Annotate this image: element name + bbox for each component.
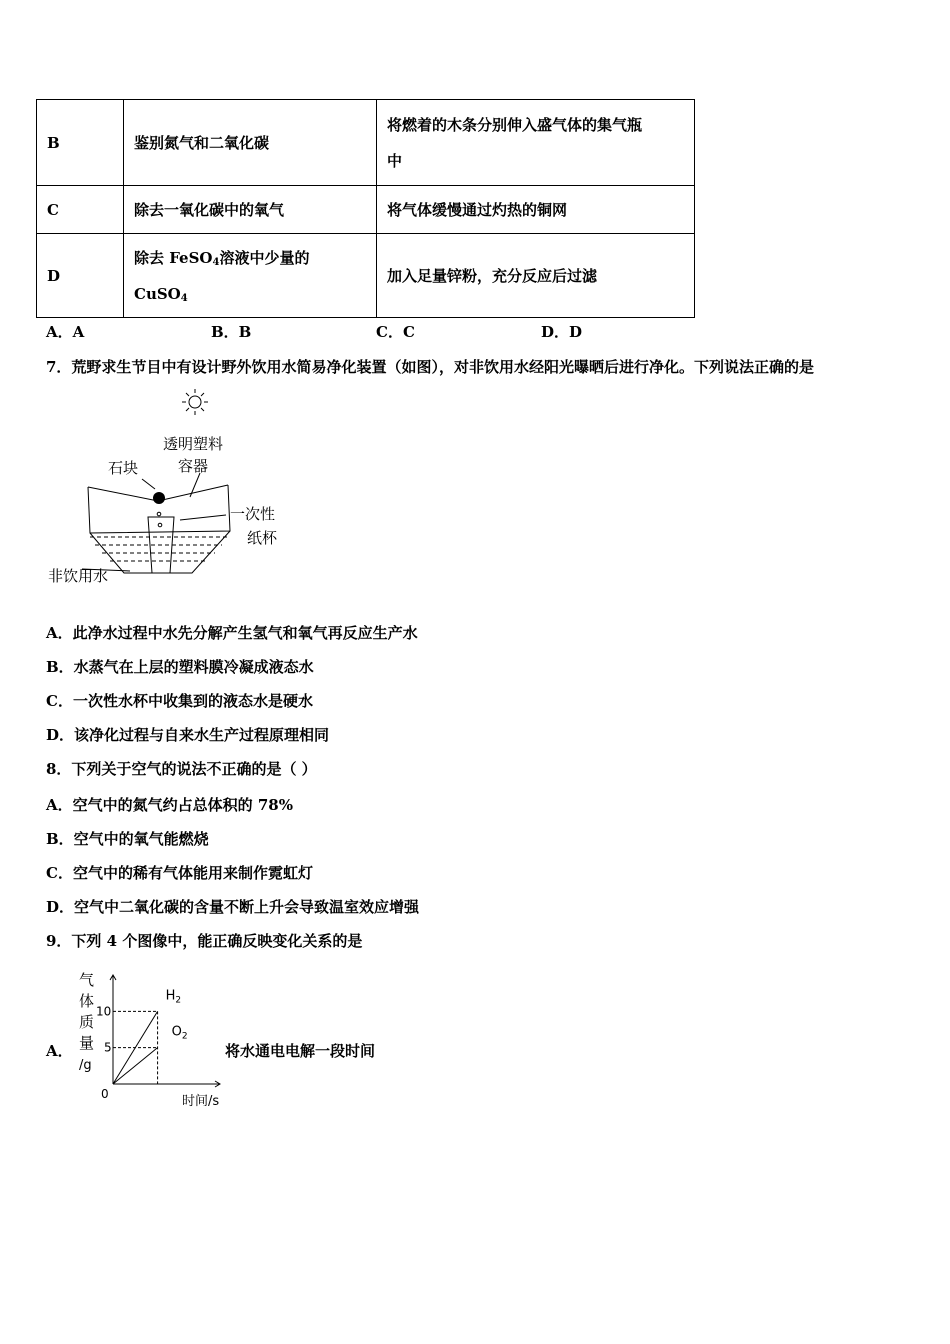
container-shape bbox=[82, 473, 230, 573]
row-letter: D bbox=[37, 234, 124, 318]
q7-option-d: D．该净化过程与自来水生产过程原理相同 bbox=[46, 726, 330, 744]
row-method bbox=[377, 100, 695, 186]
method-line: 中 bbox=[387, 151, 403, 170]
ylabel-char: 体 bbox=[79, 992, 95, 1010]
stone-shape bbox=[153, 492, 165, 504]
label-stone: 石块 bbox=[108, 459, 139, 477]
sun-icon bbox=[182, 389, 208, 415]
ytick-label: 5 bbox=[104, 1040, 112, 1055]
q9-option-a-label: A． bbox=[46, 1042, 73, 1060]
purifier-figure bbox=[40, 385, 300, 590]
table-row bbox=[37, 100, 695, 186]
q8-option-d: D．空气中二氧化碳的含量不断上升会导致温室效应增强 bbox=[46, 898, 420, 916]
purpose-line bbox=[134, 276, 366, 312]
row-purpose: 除去一氧化碳中的氧气 bbox=[124, 186, 377, 234]
series-line-o2 bbox=[113, 1048, 158, 1084]
ylabel-char: 量 bbox=[79, 1034, 95, 1052]
table-row bbox=[37, 234, 695, 318]
q6-option-c: C．C bbox=[376, 323, 415, 341]
row-letter: B bbox=[37, 100, 124, 186]
q6-option-d: D．D bbox=[541, 323, 583, 341]
label-container-line1: 透明塑料 bbox=[163, 435, 224, 453]
q7-option-c: C．一次性水杯中收集到的液态水是硬水 bbox=[46, 692, 313, 710]
q7-option-a: A．此净水过程中水先分解产生氢气和氧气再反应生产水 bbox=[46, 624, 418, 642]
method-line: 将燃着的木条分别伸入盛气体的集气瓶 bbox=[387, 115, 643, 134]
series-label-h2: $H_2$ bbox=[165, 988, 182, 1006]
text-run: 除去 FeSO bbox=[134, 248, 213, 267]
q8-option-a: A．空气中的氮气约占总体积的 78% bbox=[46, 796, 293, 814]
text-run: 溶液中少量的 bbox=[219, 248, 310, 267]
origin-label: 0 bbox=[101, 1087, 109, 1101]
table-row bbox=[37, 186, 695, 234]
q6-option-a: A．A bbox=[46, 323, 85, 341]
q8-stem: 8．下列关于空气的说法不正确的是（ ） bbox=[46, 760, 317, 778]
q7-stem: 7．荒野求生节目中有设计野外饮用水简易净化装置（如图），对非饮用水经阳光曝晒后进行净化。下列说法正确的是 bbox=[46, 358, 814, 376]
row-purpose bbox=[124, 234, 377, 318]
label-cup-line1: 一次性 bbox=[230, 505, 276, 523]
purpose-line bbox=[134, 240, 366, 276]
label-container-line2: 容器 bbox=[178, 457, 209, 475]
row-method: 加入足量锌粉，充分反应后过滤 bbox=[377, 234, 695, 318]
ylabel-char: 气 bbox=[79, 971, 95, 989]
q9-chart-a bbox=[70, 965, 230, 1110]
q8-option-b: B．空气中的氧气能燃烧 bbox=[46, 830, 209, 848]
xlabel: 时间/s bbox=[182, 1094, 220, 1109]
label-cup-line2: 纸杯 bbox=[247, 529, 278, 547]
subscript: 4 bbox=[180, 292, 188, 304]
label-water: 非饮用水 bbox=[48, 567, 109, 585]
row-purpose: 鉴别氮气和二氧化碳 bbox=[124, 100, 377, 186]
options-table bbox=[36, 99, 695, 318]
ylabel-char: 质 bbox=[79, 1013, 95, 1031]
ylabel-char: /g bbox=[79, 1058, 92, 1073]
y-ticks bbox=[96, 1004, 112, 1054]
row-letter: C bbox=[37, 186, 124, 234]
q9-option-a-desc: 将水通电电解一段时间 bbox=[225, 1042, 376, 1060]
text-run: CuSO bbox=[134, 284, 181, 303]
q7-option-b: B．水蒸气在上层的塑料膜冷凝成液态水 bbox=[46, 658, 314, 676]
series-label-o2: $O_2$ bbox=[171, 1024, 188, 1042]
row-method: 将气体缓慢通过灼热的铜网 bbox=[377, 186, 695, 234]
q9-stem: 9．下列 4 个图像中，能正确反映变化关系的是 bbox=[46, 932, 363, 950]
q8-option-c: C．空气中的稀有气体能用来制作霓虹灯 bbox=[46, 864, 313, 882]
subscript: 4 bbox=[212, 256, 220, 268]
ytick-label: 10 bbox=[96, 1004, 112, 1019]
q6-option-b: B．B bbox=[211, 323, 252, 341]
